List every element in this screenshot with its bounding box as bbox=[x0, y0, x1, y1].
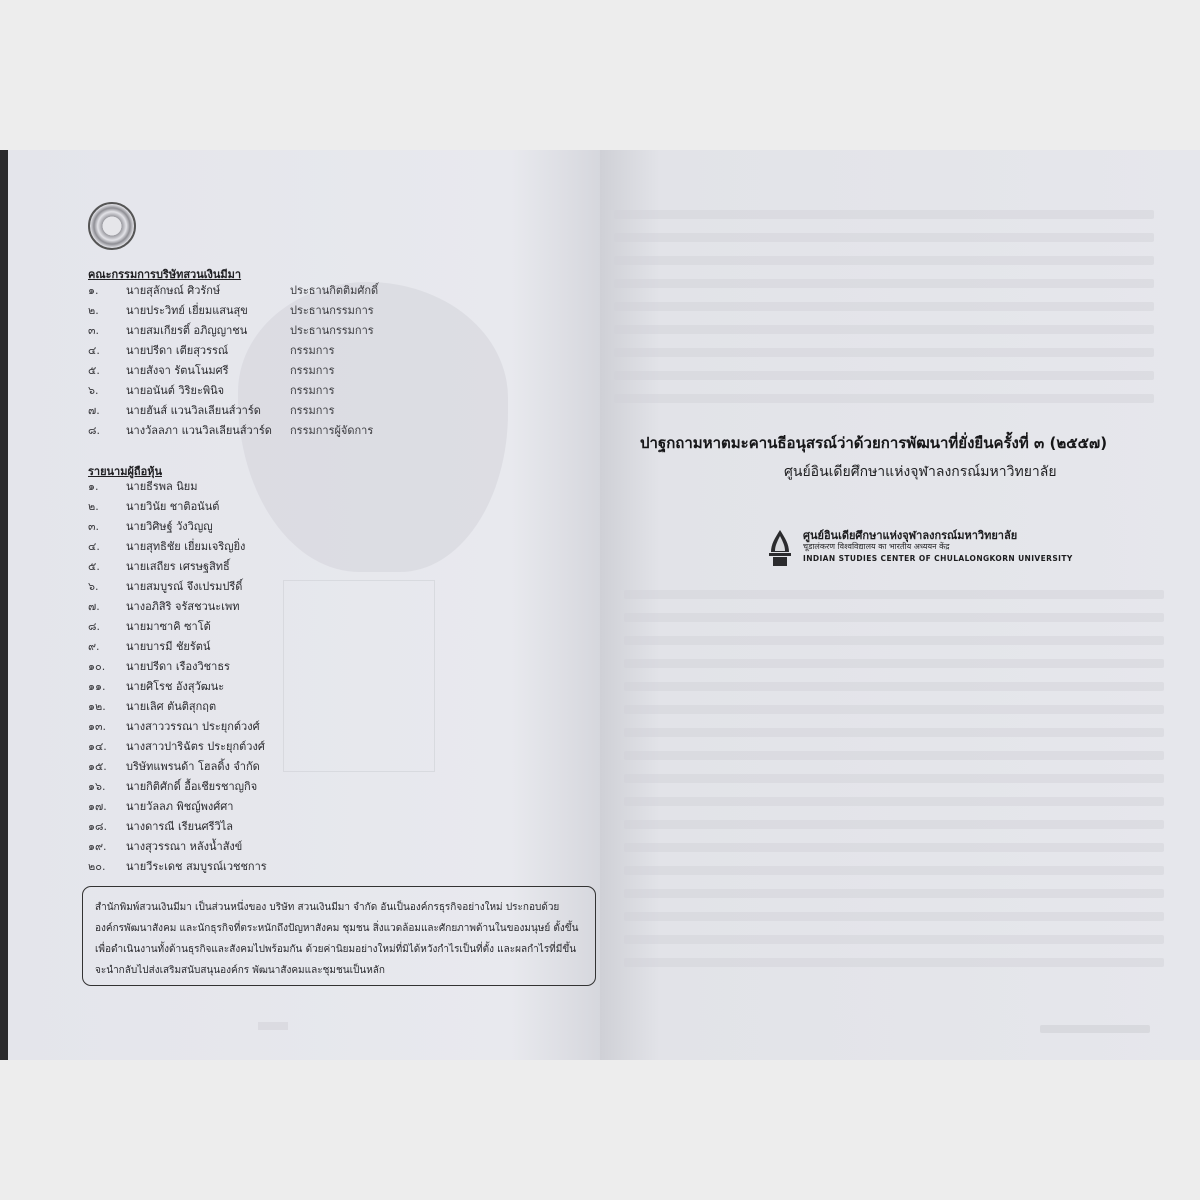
committee-member bbox=[88, 341, 335, 361]
shareholders-heading: รายนามผู้ถือหุ้น bbox=[88, 465, 162, 478]
item-number: ๘. bbox=[88, 424, 100, 437]
shareholder-item bbox=[88, 737, 267, 757]
person-name: นางดารณี เรียนศรีวิไล bbox=[126, 820, 233, 833]
item-number: ๑๒. bbox=[88, 700, 106, 713]
person-name: นายสมเกียรติ์ อภิญญาชน bbox=[126, 324, 248, 337]
person-name: นายธีรพล นิยม bbox=[126, 480, 198, 493]
item-number: ๔. bbox=[88, 540, 100, 553]
item-number: ๒. bbox=[88, 500, 99, 513]
item-number: ๑๐. bbox=[88, 660, 106, 673]
company-seal-logo bbox=[88, 202, 136, 250]
left-page bbox=[8, 150, 600, 1060]
item-number: ๗. bbox=[88, 404, 100, 417]
publisher-note-text: สำนักพิมพ์สวนเงินมีมา เป็นส่วนหนึ่งของ บริษัท สวนเงินมีมา จำกัด อันเป็นองค์กรธุรกิจอย่างใหม่ ประกอบด้วยองค์กรพัฒนาสังคม และนักธุรกิจที่ตระหนักถึงปัญหาสังคม ชุมชน สิ่งแวดล้อมและศักยภาพด้านในของมนุษย์ ตั้งขึ้นเพื่อดำเนินงานทั้งด้านธุรกิจและสังคมไปพร้อมกัน ด้วยค่านิยมอย่างใหม่ที่มิได้หวังกำไรเป็นที่ตั้ง และผลกำไรที่มีขึ้นจะนำกลับไปส่งเสริมสนับสนุนองค์กร พัฒนาสังคมและชุมชนเป็นหลัก bbox=[95, 902, 579, 976]
logo-thai-text: ศูนย์อินเดียศึกษาแห่งจุฬาลงกรณ์มหาวิทยาลัย bbox=[803, 529, 1018, 542]
shareholder-list bbox=[88, 477, 267, 877]
person-name: นายกิติศักดิ์ อื้อเชียรชาญกิจ bbox=[126, 780, 258, 793]
shareholder-item bbox=[88, 537, 267, 557]
committee-member bbox=[88, 361, 335, 381]
committee-list bbox=[88, 281, 379, 441]
person-role: กรรมการ bbox=[290, 384, 335, 397]
shareholder-item bbox=[88, 797, 267, 817]
item-number: ๕. bbox=[88, 364, 100, 377]
item-number: ๔. bbox=[88, 344, 100, 357]
item-number: ๙. bbox=[88, 640, 100, 653]
bleed-through-mark bbox=[258, 1022, 288, 1030]
publisher-note-box bbox=[82, 886, 596, 986]
logo-hindi-text: चूडालंकरण विश्वविद्यालय का भारतीय अध्ययन केंद्र bbox=[803, 542, 950, 551]
person-name: นายปรีดา เรืองวิชาธร bbox=[126, 660, 230, 673]
item-number: ๑๖. bbox=[88, 780, 106, 793]
lecture-title: ปาฐกถามหาตมะคานธีอนุสรณ์ว่าด้วยการพัฒนาที่ยั่งยืนครั้งที่ ๓ (๒๕๕๗) bbox=[640, 434, 1108, 452]
shareholder-item bbox=[88, 657, 267, 677]
committee-heading: คณะกรรมการบริษัทสวนเงินมีมา bbox=[88, 268, 242, 281]
person-name: นายสุทธิชัย เยี่ยมเจริญยิ่ง bbox=[126, 540, 246, 553]
shareholder-item bbox=[88, 617, 267, 637]
committee-member bbox=[88, 421, 374, 441]
logo-english-text: INDIAN STUDIES CENTER OF CHULALONGKORN UNIVERSITY bbox=[803, 554, 1073, 563]
item-number: ๑๙. bbox=[88, 840, 107, 853]
person-name: นายสุลักษณ์ ศิวรักษ์ bbox=[126, 284, 221, 297]
item-number: ๘. bbox=[88, 620, 100, 633]
item-number: ๕. bbox=[88, 560, 100, 573]
person-name: นางอภิสิริ จรัสชวนะเพท bbox=[126, 600, 240, 613]
person-name: นายบารมี ชัยรัตน์ bbox=[126, 640, 211, 653]
person-name: นายประวิทย์ เยี่ยมแสนสุข bbox=[126, 304, 248, 317]
shareholder-item bbox=[88, 637, 267, 657]
person-name: นายวิศิษฐ์ วังวิญญู bbox=[126, 520, 213, 533]
item-number: ๑. bbox=[88, 480, 99, 493]
item-number: ๒๐. bbox=[88, 860, 106, 873]
person-name: นายมาซาคิ ซาโต้ bbox=[126, 620, 211, 633]
committee-member bbox=[88, 301, 374, 321]
person-role: ประธานกิตติมศักดิ์ bbox=[290, 284, 379, 297]
lecture-subtitle: ศูนย์อินเดียศึกษาแห่งจุฬาลงกรณ์มหาวิทยาลัย bbox=[784, 464, 1057, 480]
item-number: ๑๔. bbox=[88, 740, 107, 753]
open-book bbox=[0, 150, 1200, 1060]
shareholder-item bbox=[88, 517, 267, 537]
person-role: กรรมการ bbox=[290, 404, 335, 417]
chulalongkorn-crest-icon bbox=[765, 528, 795, 568]
person-name: นางสาวปาริฉัตร ประยุกต์วงศ์ bbox=[126, 740, 265, 753]
shareholder-item bbox=[88, 857, 267, 877]
bleed-through-text-bottom bbox=[624, 590, 1164, 981]
item-number: ๗. bbox=[88, 600, 100, 613]
shareholder-item bbox=[88, 817, 267, 837]
person-name: นายศิโรช อังสุวัฒนะ bbox=[126, 680, 225, 693]
shareholder-item bbox=[88, 717, 267, 737]
person-role: ประธานกรรมการ bbox=[290, 304, 374, 317]
item-number: ๑. bbox=[88, 284, 99, 297]
shareholder-item bbox=[88, 757, 267, 777]
bleed-through-folio bbox=[1040, 1025, 1150, 1033]
item-number: ๑๕. bbox=[88, 760, 107, 773]
person-name: นายฮันส์ แวนวิลเลียนส์วาร์ด bbox=[126, 404, 261, 417]
person-name: นายปรีดา เตียสุวรรณ์ bbox=[126, 344, 229, 357]
item-number: ๓. bbox=[88, 324, 100, 337]
person-role: ประธานกรรมการ bbox=[290, 324, 374, 337]
person-name: นายสมบูรณ์ จึงเปรมปรีดิ์ bbox=[126, 580, 243, 593]
shareholder-item bbox=[88, 577, 267, 597]
person-role: กรรมการผู้จัดการ bbox=[290, 424, 374, 437]
item-number: ๓. bbox=[88, 520, 100, 533]
person-name: นายสังจา รัตนโนมศรี bbox=[126, 364, 229, 377]
shareholder-item bbox=[88, 677, 267, 697]
person-name: นางสาววรรณา ประยุกต์วงศ์ bbox=[126, 720, 260, 733]
shareholder-item bbox=[88, 597, 267, 617]
committee-member bbox=[88, 321, 374, 341]
person-role: กรรมการ bbox=[290, 364, 335, 377]
person-name: นายวีระเดช สมบูรณ์เวชชการ bbox=[126, 860, 267, 873]
item-number: ๑๘. bbox=[88, 820, 107, 833]
shareholder-item bbox=[88, 697, 267, 717]
person-name: นายอนันต์ วิริยะพินิจ bbox=[126, 384, 225, 397]
committee-member bbox=[88, 281, 379, 301]
bleed-through-text-top bbox=[614, 210, 1154, 417]
person-name: นายเลิศ ตันติสุกฤต bbox=[126, 700, 217, 713]
item-number: ๖. bbox=[88, 580, 99, 593]
committee-member bbox=[88, 381, 335, 401]
item-number: ๒. bbox=[88, 304, 99, 317]
right-page bbox=[600, 150, 1200, 1060]
person-name: นางวัลลภา แวนวิลเลียนส์วาร์ด bbox=[126, 424, 272, 437]
item-number: ๑๓. bbox=[88, 720, 106, 733]
shareholder-item bbox=[88, 777, 267, 797]
person-role: กรรมการ bbox=[290, 344, 335, 357]
item-number: ๖. bbox=[88, 384, 99, 397]
item-number: ๑๑. bbox=[88, 680, 106, 693]
bleed-through-frame bbox=[283, 580, 435, 772]
person-name: นายวัลลภ พิชญ์พงศ์ศา bbox=[126, 800, 234, 813]
committee-member bbox=[88, 401, 335, 421]
person-name: บริษัทแพรนด้า โฮลดิ้ง จำกัด bbox=[126, 760, 260, 773]
shareholder-item bbox=[88, 557, 267, 577]
shareholder-item bbox=[88, 477, 267, 497]
person-name: นายวินัย ชาติอนันต์ bbox=[126, 500, 220, 513]
item-number: ๑๗. bbox=[88, 800, 107, 813]
person-name: นางสุวรรณา หลังน้ำสังข์ bbox=[126, 840, 243, 853]
shareholder-item bbox=[88, 497, 267, 517]
person-name: นายเสถียร เศรษฐสิทธิ์ bbox=[126, 560, 230, 573]
shareholder-item bbox=[88, 837, 267, 857]
